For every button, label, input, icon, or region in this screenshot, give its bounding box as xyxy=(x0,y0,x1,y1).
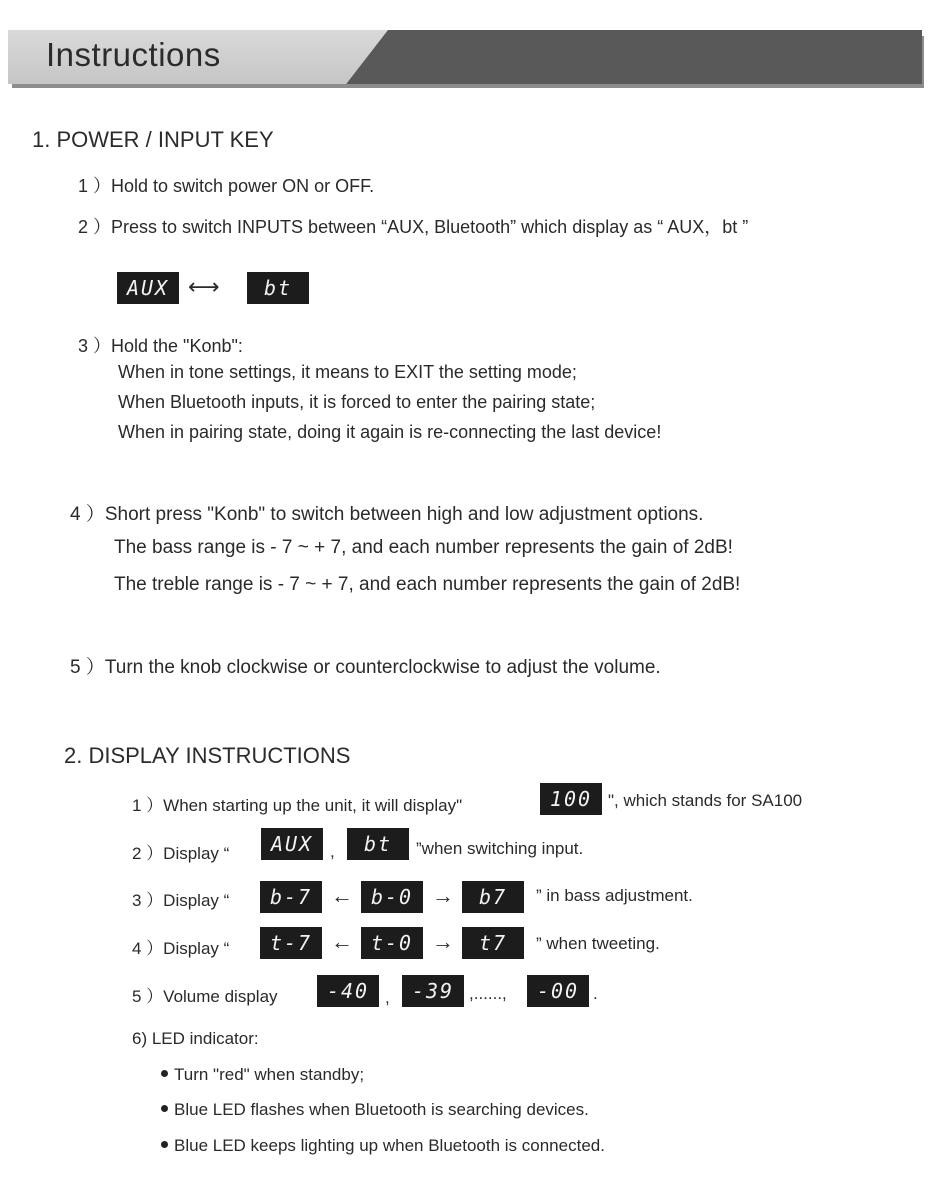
led-display-aux-2: AUX xyxy=(261,828,323,860)
led-display-b-7: b7 xyxy=(462,881,524,913)
arrow-right-icon: → xyxy=(432,929,454,954)
display-row-5-separator-1: , xyxy=(385,988,390,1007)
arrow-right-icon: → xyxy=(432,883,454,908)
power-item-3-heading: 3 ）Hold the "Konb": xyxy=(78,336,243,356)
led-display-aux: AUX xyxy=(117,272,179,304)
led-display-b-0: b-0 xyxy=(361,881,423,913)
power-item-4-treble-range: The treble range is - 7 ~ + 7, and each number represents the gain of 2dB! xyxy=(114,574,741,595)
arrow-left-icon: ← xyxy=(331,883,353,908)
display-row-2-separator: , xyxy=(330,842,335,861)
display-row-3-text: 3 ）Display “ xyxy=(132,891,230,910)
led-display-minus-00: -00 xyxy=(527,975,589,1007)
display-row-3-suffix: ” in bass adjustment. xyxy=(536,886,693,905)
section-title-power-input: 1. POWER / INPUT KEY xyxy=(32,127,274,152)
led-indicator-bullet-1 xyxy=(161,1065,364,1085)
led-display-t-0: t-0 xyxy=(361,927,423,959)
display-row-6-heading: 6) LED indicator: xyxy=(132,1029,259,1048)
display-row-2-text: 2 ）Display “ xyxy=(132,844,230,863)
bullet-1-text: Turn "red" when standby; xyxy=(174,1065,365,1084)
led-display-100: 100 xyxy=(540,783,602,815)
power-item-2: 2 ）Press to switch INPUTS between “AUX, Bluetooth” which display as “ AUX，bt ” xyxy=(78,217,749,237)
model-name: SA100 xyxy=(751,791,803,810)
led-indicator-bullet-3 xyxy=(161,1136,605,1156)
power-item-1: 1 ）Hold to switch power ON or OFF. xyxy=(78,176,375,196)
power-item-3-line-1: When in tone settings, it means to EXIT the setting mode; xyxy=(118,362,577,382)
led-display-minus-39: -39 xyxy=(402,975,464,1007)
power-item-4-bass-range: The bass range is - 7 ~ + 7, and each number represents the gain of 2dB! xyxy=(114,537,733,558)
display-row-1-post: ", which stands for xyxy=(608,791,747,810)
display-row-5-text: 5 ）Volume display xyxy=(132,987,278,1006)
arrow-left-icon: ← xyxy=(331,929,353,954)
led-display-minus-40: -40 xyxy=(317,975,379,1007)
display-row-2-suffix: ”when switching input. xyxy=(416,839,584,858)
led-display-bt-2: bt xyxy=(347,828,409,860)
display-row-1-text: 1 ）When starting up the unit, it will display" xyxy=(132,796,463,815)
bullet-icon xyxy=(161,1105,168,1112)
display-row-4-suffix: ” when tweeting. xyxy=(536,934,660,953)
power-item-3-line-3: When in pairing state, doing it again is re-connecting the last device! xyxy=(118,422,662,442)
page-title: Instructions xyxy=(46,36,221,73)
bullet-icon xyxy=(161,1070,168,1077)
display-row-1-suffix xyxy=(608,791,802,811)
led-display-t-minus-7: t-7 xyxy=(260,927,322,959)
power-item-3-line-2: When Bluetooth inputs, it is forced to enter the pairing state; xyxy=(118,392,596,412)
bullet-3-text: Blue LED keeps lighting up when Bluetooth is connected. xyxy=(174,1136,605,1155)
led-display-t-7: t7 xyxy=(462,927,524,959)
display-row-4-text: 4 ）Display “ xyxy=(132,939,230,958)
display-row-5-separator-2: ,......, xyxy=(469,984,507,1003)
bullet-2-text: Blue LED flashes when Bluetooth is searching devices. xyxy=(174,1100,589,1119)
section-title-display-instructions: 2. DISPLAY INSTRUCTIONS xyxy=(64,743,351,768)
display-row-5-end: . xyxy=(593,984,598,1003)
power-item-5: 5 ）Turn the knob clockwise or counterclockwise to adjust the volume. xyxy=(70,657,661,678)
led-display-bt: bt xyxy=(247,272,309,304)
led-indicator-bullet-2 xyxy=(161,1100,589,1120)
bidirectional-arrow-icon: ⟷ xyxy=(188,274,220,299)
power-item-4-heading: 4 ）Short press "Konb" to switch between high and low adjustment options. xyxy=(70,504,704,525)
led-display-b-minus-7: b-7 xyxy=(260,881,322,913)
header-banner xyxy=(8,30,922,88)
bullet-icon xyxy=(161,1141,168,1148)
